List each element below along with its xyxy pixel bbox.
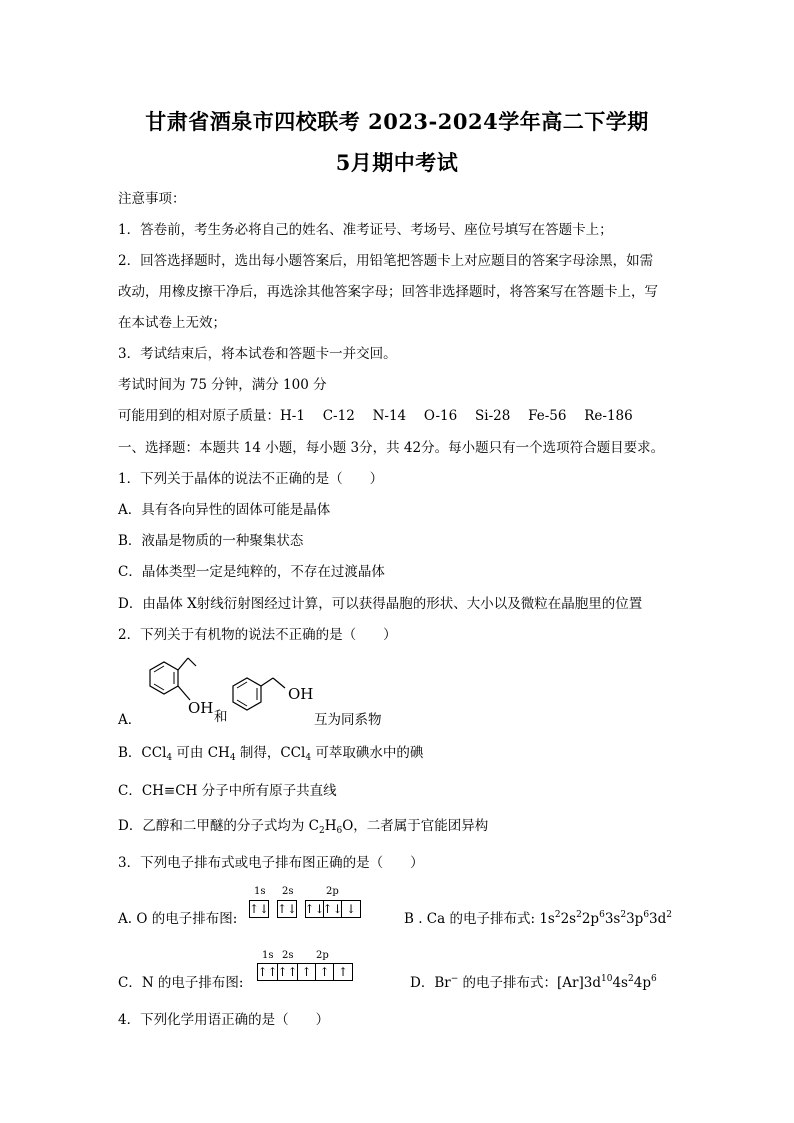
q2-option-a-tail: 互为同系物 <box>314 712 382 728</box>
notice-2c: 在本试卷上无效； <box>118 315 226 331</box>
q1-stem: 1．下列关于晶体的说法不正确的是（ ） <box>118 471 384 487</box>
q3c-2s-label: 2s <box>282 950 294 961</box>
q2-option-b: B．CCl$_4$ 可由 $CH_4$ 制得，CCl$_4$ 可萃取碘水中的碘 <box>118 745 424 763</box>
q1-option-d: D．由晶体 X射线衍射图经过计算，可以获得晶胞的形状、大小以及微粒在晶胞里的位置 <box>118 596 643 612</box>
title-line-1: 甘肃省酒泉市四校联考 2023-2024学年高二下学期 <box>145 109 649 134</box>
q3-stem: 3．下列电子排布式或电子排布图正确的是（ ） <box>118 855 424 871</box>
q3-option-a-label: A. O 的电子排布图: <box>118 911 238 927</box>
ca-electrons-2: 6 <box>599 910 605 920</box>
q3a-2s-label: 2s <box>282 886 294 897</box>
q3a-1s-label: 1s <box>254 886 266 897</box>
q3-option-b: B . Ca 的电子排布式: $1s^22s^22p^63s^23p^63d^2$ <box>404 910 673 927</box>
ca-electrons-5: 2 <box>666 910 673 920</box>
ca-orbital-2: 2p <box>581 911 600 927</box>
section-heading: 一、选择题：本题共 14 小题，每小题 3分，共 42分。每小题只有一个选项符合题目要求。 <box>118 440 665 456</box>
title-line-2: 5月期中考试 <box>335 150 459 175</box>
q3c-orbital-box: ↑↑ ↑↑ ↑ ↑ ↑ <box>257 963 353 981</box>
q1-option-b: B．液晶是物质的一种聚集状态 <box>118 533 304 549</box>
q3c-1s-label: 1s <box>262 950 274 961</box>
q2-option-c: C．CH≡CH 分子中所有原子共直线 <box>118 783 337 799</box>
ca-electrons-0: 2 <box>554 910 561 920</box>
q2-option-d: D．乙醇和二甲醚的分子式均为 $C_2H_6O$，二者属于官能团异构 <box>118 818 489 836</box>
notice-heading: 注意事项： <box>118 191 186 207</box>
benzyl-alcohol-structure <box>227 674 289 714</box>
q1-option-c: C．晶体类型一定是纯粹的，不存在过渡晶体 <box>118 564 385 580</box>
notice-1: 1．答卷前，考生务必将自己的姓名、准考证号、考场号、座位号填写在答题卡上； <box>118 222 613 238</box>
ca-electrons-1: 2 <box>576 910 582 920</box>
notice-2b: 改动，用橡皮擦干净后，再选涂其他答案字母；回答非选择题时，将答案写在答题卡上，写 <box>118 284 658 300</box>
q2-and: 和 <box>214 709 228 725</box>
ca-electrons-3: 2 <box>620 910 627 920</box>
ca-config <box>539 911 672 927</box>
q3-option-d: D．Br− 的电子排布式：$[Ar]3d^{10}4s^24p^6$ <box>410 974 657 991</box>
atomic-mass: 可能用到的相对原子质量：H-1 C-12 N-14 O-16 Si-28 Fe-56 Re-186 <box>118 408 633 424</box>
notice-2a: 2．回答选择题时，选出每小题答案后，用铅笔把答题卡上对应题目的答案字母涂黑，如需 <box>118 253 654 269</box>
q4-stem: 4．下列化学用语正确的是（ ） <box>118 1012 330 1028</box>
ca-orbital-4: 3p <box>626 911 644 927</box>
q3-option-c-label: C．N 的电子排布图: <box>118 975 244 991</box>
q3c-2p-label: 2p <box>316 950 329 961</box>
ca-orbital-5: 3d <box>649 911 667 927</box>
q3a-2p-label: 2p <box>326 886 339 897</box>
q2-oh-label-2: OH <box>288 685 314 703</box>
exam-time: 考试时间为 75 分钟，满分 100 分 <box>118 377 327 393</box>
q3a-2s-box: ↑↓ <box>276 902 298 916</box>
q1-option-a: A．具有各向异性的固体可能是晶体 <box>118 502 331 518</box>
ca-orbital-1: 2s <box>560 911 577 927</box>
ca-orbital-3: 3s <box>604 911 621 927</box>
ca-electrons-4: 6 <box>643 910 650 920</box>
q3a-2p-box: ↑↓ ↑↓ ↓ <box>305 900 361 918</box>
q2-stem: 2．下列关于有机物的说法不正确的是（ ） <box>118 627 397 643</box>
q2-oh-label-1: OH <box>188 699 214 717</box>
ca-orbital-0: 1s <box>539 911 555 927</box>
q2-option-a-label: A． <box>118 712 142 728</box>
q3a-1s-box: ↑↓ <box>248 902 270 916</box>
notice-3: 3．考试结束后，将本试卷和答题卡一并交回。 <box>118 346 397 362</box>
